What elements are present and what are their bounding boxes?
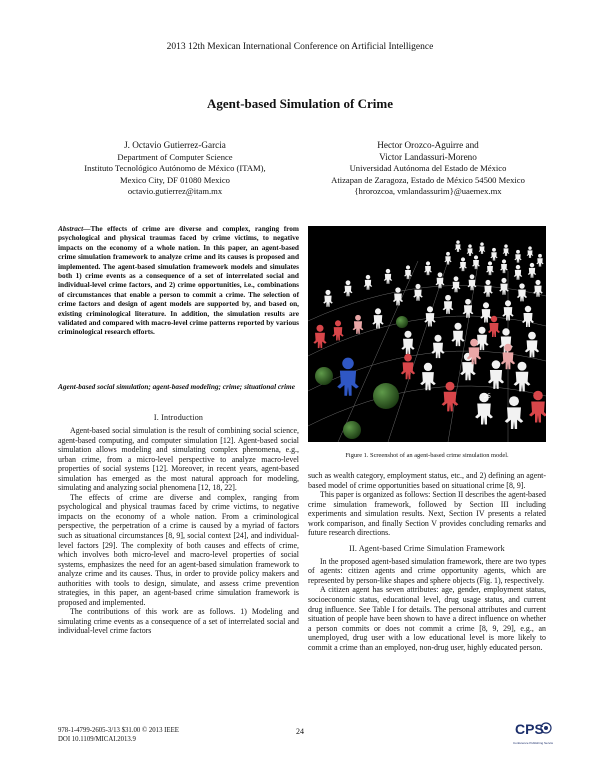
- footer-doi: DOI 10.1109/MICAI.2013.9: [58, 736, 136, 743]
- figure-screenshot: [308, 226, 546, 442]
- body-paragraph: The contributions of this work are as follows. 1) Modeling and simulating crime events as a consequence of a set of interrelated social and individual-level crime factors: [58, 607, 299, 636]
- paper-title: Agent-based Simulation of Crime: [207, 96, 393, 111]
- crime-opportunity-sphere: [373, 383, 399, 409]
- figure-label: 25: [484, 394, 491, 400]
- author-email: {hrorozcoa, vmlandassurim}@uaemex.mx: [354, 186, 502, 196]
- author-email: octavio.gutierrez@itam.mx: [127, 186, 223, 196]
- logo-subtext: Conference Publishing Services: [513, 741, 553, 745]
- section-heading-framework: II. Agent-based Crime Simulation Framework: [349, 543, 505, 553]
- abstract: [58, 224, 299, 337]
- author-affiliation: Universidad Autónoma del Estado de México: [349, 163, 507, 173]
- left-column-body: [58, 426, 299, 636]
- keywords: Agent-based social simulation; agent-based modeling; crime; situational crime: [58, 382, 295, 391]
- author-affiliation: Mexico City, DF 01080 Mexico: [120, 174, 230, 185]
- author-block-1: [50, 140, 300, 198]
- author-affiliation: Atizapan de Zaragoza, Estado de México 54500 Mexico: [331, 174, 525, 185]
- section-heading-introduction: I. Introduction: [153, 413, 204, 422]
- author-name: Hector Orozco-Aguirre and: [377, 140, 479, 150]
- conference-header: 2013 12th Mexican International Conference on Artificial Intelligence: [166, 42, 434, 52]
- right-column-body: [308, 471, 546, 652]
- page-number: 24: [296, 727, 304, 736]
- body-paragraph: This paper is organized as follows: Section II describes the agent-based crime simulation framework, followed by Section III including experiments and simulation results. Next, Section IV presents a related work comparison, and finally Section V provides concluding remarks and future research directions.: [308, 490, 546, 538]
- crime-simulation-image: [308, 226, 546, 442]
- crime-opportunity-sphere: [315, 367, 333, 385]
- author-block-2: [308, 140, 548, 198]
- cps-logo-icon: [513, 718, 553, 748]
- body-paragraph: A citizen agent has seven attributes: age, gender, employment status, socioeconomic status, educational level, drug usage status, and current drug influence. See Table I for details. The personal attributes and current situation of people have been shown to have a direct influence on whether a person commits or does not commit a crime [8, 9, 29], e.g., an unemployed, drug user with a low educational level is more likely to commit a crime than an employed, non-drug user, highly educated person.: [308, 585, 546, 652]
- crime-opportunity-sphere: [343, 421, 361, 439]
- body-paragraph: The effects of crime are diverse and complex, ranging from psychological and physical traumas faced by crime victims, to negative impacts on the economy of a whole nation. From a criminological perspective, the perpetration of a crime is caused by a myriad of factors such as situational circumstances [8, 9], social context [24], and individual-level factors [29]. The complexity of both causes and effects of crime, which involves both micro-level and macro-level properties of social systems, emphasizes the need for an agent-based simulation framework to analyze crime and its causes. Thus, in order to provide policy makers and authorities with tools to design, simulate, and assess crime prevention strategies, in this paper, an agent-based crime simulation framework is proposed and implemented.: [58, 492, 299, 607]
- footer-isbn: 978-1-4799-2605-3/13 $31.00 © 2013 IEEE: [58, 727, 179, 734]
- logo-text: CPS: [515, 721, 544, 737]
- cps-logo: [513, 718, 553, 748]
- body-paragraph: In the proposed agent-based simulation framework, there are two types of agents: citizen agents and crime opportunity agents, which are represented by person-like shapes and sphere objects (Fig. 1), respectively.: [308, 556, 546, 585]
- crime-opportunity-sphere: [396, 316, 408, 328]
- author-affiliation: Instituto Tecnológico Autónomo de México (ITAM),: [84, 163, 266, 173]
- author-name: Victor Landassuri-Moreno: [379, 151, 477, 162]
- body-paragraph: such as wealth category, employment status, etc., and 2) defining an agent-based model of crime opportunities based on situational crime [8, 9].: [308, 471, 546, 490]
- author-affiliation: Department of Computer Science: [117, 151, 233, 162]
- abstract-label: Abstract—: [58, 224, 91, 233]
- author-name: J. Octavio Gutierrez-Garcia: [124, 140, 226, 150]
- abstract-text: The effects of crime are diverse and complex, ranging from psychological and physical traumas faced by crime victims, to negative impacts on the economy of a whole nation. In this paper, an agent-based crime simulation framework to analyze crime and its causes is proposed and implemented. The agent-based simulation framework models and simulates both 1) crime events as a consequence of a set of interrelated social and individual-level crime factors, and 2) crime opportunities, i.e., combinations of circumstances that enable a person to commit a crime. The selection of crime factors and design of agent models are supported by, and based on, existing criminological literature. In addition, the simulation results are validated and compared with macro-level crime patterns reported by various criminological research efforts.: [58, 224, 299, 337]
- figure-caption: Figure 1. Screenshot of an agent-based crime simulation model.: [345, 452, 509, 459]
- body-paragraph: Agent-based social simulation is the result of combining social science, agent-based computing, and computer simulation [12]. Agent-based social simulation allows modeling and simulating complex phenomena, e.g., urban crime, from a micro-level perspective to analyze macro-level properties of social systems [12]. Moreover, in recent years, agent-based simulation has emerged as the most natural approach for modeling, simulating and analyzing social phenomena [12, 18, 22].: [58, 426, 299, 493]
